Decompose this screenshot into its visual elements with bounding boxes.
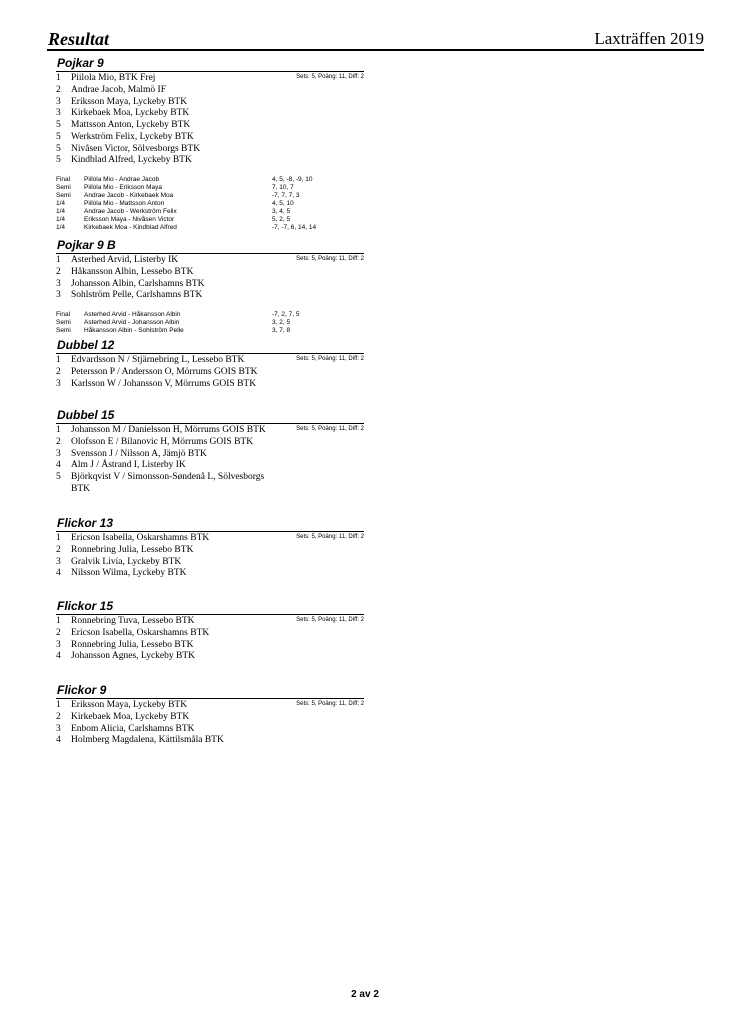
placing-row bbox=[56, 568, 364, 580]
match-row bbox=[56, 192, 364, 200]
placing-name: Kirkebaek Moa, Lyckeby BTK bbox=[71, 108, 190, 119]
section-title: Flickor 15 bbox=[57, 599, 114, 613]
section-rule bbox=[56, 614, 364, 615]
placing-name: Ronnebring Julia, Lessebo BTK bbox=[71, 639, 194, 650]
placing-row bbox=[56, 545, 364, 557]
match-players: Andrae Jacob - Werkström Felix bbox=[84, 208, 177, 215]
match-round: 1/4 bbox=[56, 208, 66, 215]
placing-row bbox=[56, 712, 364, 724]
header-rule bbox=[47, 49, 704, 51]
placing-name: Håkansson Albin, Lessebo BTK bbox=[71, 266, 194, 277]
section-settings: Sets: 5, Poäng: 11, Diff: 2 bbox=[296, 256, 364, 262]
placing-row bbox=[56, 97, 364, 109]
placing-row bbox=[56, 724, 364, 736]
result-section bbox=[56, 410, 364, 496]
match-score: 3, 2, 5 bbox=[272, 319, 291, 326]
placing-rank: 3 bbox=[56, 556, 61, 567]
placing-rank: 3 bbox=[56, 378, 61, 389]
placing-name: Karlsson W / Johansson V, Mörrums GOIS BTK bbox=[71, 378, 257, 389]
match-score: 4, 5, -8, -9, 10 bbox=[272, 176, 313, 183]
match-row bbox=[56, 208, 364, 216]
placing-rank: 3 bbox=[56, 108, 61, 119]
placing-name: Alm J / Åstrand I, Listerby IK bbox=[71, 460, 186, 471]
placing-name: Olofsson E / Bilanovic H, Mörrums GOIS BTK bbox=[71, 436, 254, 447]
placing-row bbox=[56, 640, 364, 652]
placing-row bbox=[56, 379, 364, 391]
match-players: Piilola Mio - Andrae Jacob bbox=[84, 176, 160, 183]
placing-rank: 4 bbox=[56, 735, 61, 746]
placing-name: Kirkebaek Moa, Lyckeby BTK bbox=[71, 711, 190, 722]
match-round: Final bbox=[56, 311, 71, 318]
placing-row bbox=[56, 449, 364, 461]
placing-row bbox=[56, 144, 364, 156]
match-players: Andrae Jacob - Kirkebaek Moa bbox=[84, 192, 174, 199]
match-players: Eriksson Maya - Nivåsen Victor bbox=[84, 216, 175, 223]
section-rule bbox=[56, 253, 364, 254]
section-rule bbox=[56, 423, 364, 424]
match-row bbox=[56, 176, 364, 184]
match-row bbox=[56, 319, 364, 327]
placing-name: Johansson M / Danielsson H, Mörrums GOIS BTK bbox=[71, 425, 266, 435]
match-row bbox=[56, 327, 364, 335]
match-round: Semi bbox=[56, 192, 71, 199]
placing-row bbox=[56, 290, 364, 302]
match-score: 4, 5, 10 bbox=[272, 200, 294, 207]
placing-row bbox=[56, 267, 364, 279]
placing-rank: 2 bbox=[56, 366, 61, 377]
placing-rank: 2 bbox=[56, 711, 61, 722]
section-rule bbox=[56, 531, 364, 532]
placing-name: Eriksson Maya, Lyckeby BTK bbox=[71, 96, 188, 107]
placing-rank: 5 bbox=[56, 131, 61, 142]
placing-name: Gralvik Livia, Lyckeby BTK bbox=[71, 556, 182, 567]
match-players: Piilola Mio - Eriksson Maya bbox=[84, 184, 163, 191]
match-score: 7, 10, 7 bbox=[272, 184, 294, 191]
section-title: Dubbel 15 bbox=[57, 408, 115, 422]
section-title: Pojkar 9 B bbox=[57, 238, 116, 252]
placing-name: Nivåsen Victor, Sölvesborgs BTK bbox=[71, 143, 201, 154]
match-row bbox=[56, 216, 364, 224]
placing-rank: 4 bbox=[56, 651, 61, 662]
match-players: Håkansson Albin - Sohlström Pelle bbox=[84, 327, 184, 334]
match-players: Asterhed Arvid - Håkansson Albin bbox=[84, 311, 181, 318]
placing-row bbox=[56, 108, 364, 120]
placing-name: Björkqvist V / Simonsson-Søndenå L, Sölvesborgs BTK bbox=[71, 472, 265, 494]
section-settings: Sets: 5, Poäng: 11, Diff: 2 bbox=[296, 356, 364, 362]
placing-rank: 1 bbox=[56, 255, 61, 265]
placing-rank: 1 bbox=[56, 533, 61, 543]
placing-rank: 2 bbox=[56, 436, 61, 447]
placing-rank: 3 bbox=[56, 290, 61, 301]
match-score: -7, 7, 7, 3 bbox=[272, 192, 300, 199]
placing-rank: 1 bbox=[56, 73, 61, 83]
match-round: Semi bbox=[56, 319, 71, 326]
event-name: Laxträffen 2019 bbox=[594, 29, 704, 48]
placing-rank: 2 bbox=[56, 266, 61, 277]
placing-name: Holmberg Magdalena, Kättilsmåla BTK bbox=[71, 735, 224, 746]
placing-name: Andrae Jacob, Malmö IF bbox=[71, 84, 166, 95]
placing-rank: 3 bbox=[56, 96, 61, 107]
placing-rank: 1 bbox=[56, 355, 61, 365]
page-number: 2 av 2 bbox=[351, 989, 379, 1000]
match-row bbox=[56, 200, 364, 208]
result-section bbox=[56, 601, 364, 663]
placing-row bbox=[56, 279, 364, 291]
placing-row bbox=[56, 460, 364, 472]
match-round: Semi bbox=[56, 184, 71, 191]
matches-list bbox=[56, 176, 364, 232]
section-title: Flickor 13 bbox=[57, 516, 114, 530]
placing-rank: 5 bbox=[56, 472, 61, 482]
match-row bbox=[56, 311, 364, 319]
match-round: 1/4 bbox=[56, 200, 66, 207]
match-row bbox=[56, 224, 364, 232]
placing-row bbox=[56, 735, 364, 747]
page-title: Resultat bbox=[48, 29, 110, 49]
placing-rank: 1 bbox=[56, 700, 61, 710]
placing-rank: 2 bbox=[56, 627, 61, 638]
placing-name: Enbom Alicia, Carlshamns BTK bbox=[71, 723, 195, 734]
section-title: Dubbel 12 bbox=[57, 338, 115, 352]
placing-rank: 5 bbox=[56, 155, 61, 166]
placing-name: Petersson P / Andersson O, Mörrums GOIS BTK bbox=[71, 366, 258, 377]
section-title: Pojkar 9 bbox=[57, 56, 104, 70]
section-settings: Sets: 5, Poäng: 11, Diff: 2 bbox=[296, 701, 364, 707]
placing-name: Svensson J / Nilsson A, Jämjö BTK bbox=[71, 448, 207, 459]
match-score: -7, -7, 6, 14, 14 bbox=[272, 224, 317, 231]
section-rule bbox=[56, 71, 364, 72]
match-score: 3, 7, 8 bbox=[272, 327, 291, 334]
placing-name: Johansson Agnes, Lyckeby BTK bbox=[71, 651, 196, 662]
placing-rank: 3 bbox=[56, 448, 61, 459]
match-round: Semi bbox=[56, 327, 71, 334]
placing-name: Werkström Felix, Lyckeby BTK bbox=[71, 131, 194, 142]
placing-name: Johansson Albin, Carlshamns BTK bbox=[71, 278, 205, 289]
match-players: Kirkebaek Moa - Kindblad Alfred bbox=[84, 224, 177, 231]
placing-name: Ronnebring Tuva, Lessebo BTK bbox=[71, 616, 195, 626]
match-round: 1/4 bbox=[56, 216, 66, 223]
placing-name: Edvardsson N / Stjärnebring L, Lessebo BTK bbox=[71, 355, 245, 365]
placing-rank: 2 bbox=[56, 84, 61, 95]
section-settings: Sets: 5, Poäng: 11, Diff: 2 bbox=[296, 534, 364, 540]
placing-name: Asterhed Arvid, Listerby IK bbox=[71, 255, 179, 265]
placing-name: Sohlström Pelle, Carlshamns BTK bbox=[71, 290, 203, 301]
placing-rank: 5 bbox=[56, 143, 61, 154]
placing-row bbox=[56, 155, 364, 167]
placing-rank: 2 bbox=[56, 544, 61, 555]
placing-row bbox=[56, 557, 364, 569]
placing-name: Piilola Mio, BTK Frej bbox=[71, 73, 156, 83]
section-settings: Sets: 5, Poäng: 11, Diff: 2 bbox=[296, 426, 364, 432]
placing-row bbox=[56, 367, 364, 379]
placing-rank: 3 bbox=[56, 723, 61, 734]
result-section bbox=[56, 240, 364, 335]
match-players: Piilola Mio - Mattsson Anton bbox=[84, 200, 165, 207]
placings-list bbox=[56, 425, 364, 496]
placing-row bbox=[56, 628, 364, 640]
match-round: Final bbox=[56, 176, 71, 183]
placing-row bbox=[56, 472, 364, 496]
placing-name: Nilsson Wilma, Lyckeby BTK bbox=[71, 568, 187, 579]
placing-rank: 4 bbox=[56, 568, 61, 579]
placing-row bbox=[56, 85, 364, 97]
section-title: Flickor 9 bbox=[57, 683, 107, 697]
section-settings: Sets: 5, Poäng: 11, Diff: 2 bbox=[296, 74, 364, 80]
placing-rank: 1 bbox=[56, 616, 61, 626]
matches-list bbox=[56, 311, 364, 335]
placing-rank: 1 bbox=[56, 425, 61, 435]
section-rule bbox=[56, 353, 364, 354]
placing-rank: 3 bbox=[56, 278, 61, 289]
result-section bbox=[56, 685, 364, 747]
placing-rank: 5 bbox=[56, 120, 61, 130]
match-players: Asterhed Arvid - Johansson Albin bbox=[84, 319, 180, 326]
placings-list bbox=[56, 73, 364, 167]
match-score: -7, 2, 7, 5 bbox=[272, 311, 300, 318]
placing-row bbox=[56, 132, 364, 144]
placing-rank: 4 bbox=[56, 460, 61, 471]
placing-name: Ericson Isabella, Oskarshamns BTK bbox=[71, 533, 210, 543]
placing-name: Eriksson Maya, Lyckeby BTK bbox=[71, 700, 188, 710]
placing-name: Kindblad Alfred, Lyckeby BTK bbox=[71, 155, 192, 166]
match-score: 5, 2, 5 bbox=[272, 216, 291, 223]
placing-row bbox=[56, 437, 364, 449]
placing-rank: 3 bbox=[56, 639, 61, 650]
match-row bbox=[56, 184, 364, 192]
placing-row bbox=[56, 120, 364, 132]
placing-name: Ericson Isabella, Oskarshamns BTK bbox=[71, 627, 210, 638]
match-score: 3, 4, 5 bbox=[272, 208, 291, 215]
result-section bbox=[56, 518, 364, 580]
placing-name: Ronnebring Julia, Lessebo BTK bbox=[71, 544, 194, 555]
section-settings: Sets: 5, Poäng: 11, Diff: 2 bbox=[296, 617, 364, 623]
result-section bbox=[56, 58, 364, 232]
result-section bbox=[56, 340, 364, 390]
placing-row bbox=[56, 651, 364, 663]
placing-name: Mattsson Anton, Lyckeby BTK bbox=[71, 120, 191, 130]
section-rule bbox=[56, 698, 364, 699]
match-round: 1/4 bbox=[56, 224, 66, 231]
